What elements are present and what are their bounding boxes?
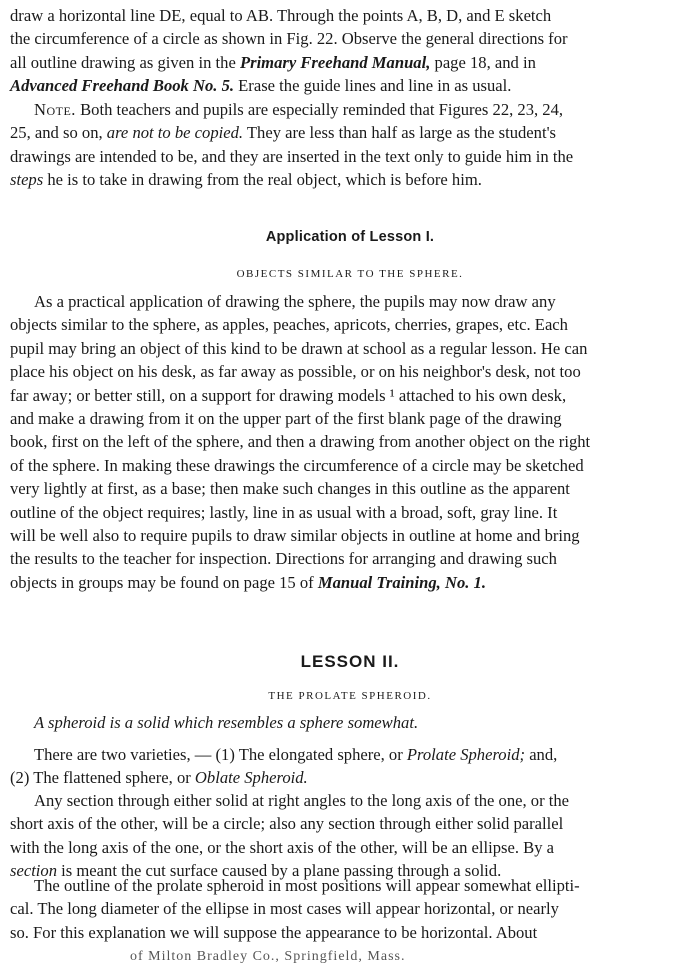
text-line: There are two varieties, — (1) The elongated sphere, or Prolate Spheroid; and, (34, 745, 558, 764)
text-line: 25, and so on, are not to be copied. They are less than half as large as the student's (10, 123, 557, 143)
note-paragraph (10, 98, 689, 192)
text-line: book, first on the left of the sphere, and then a drawing from another object on the right (10, 432, 591, 452)
text-line: far away; or better still, on a support for drawing models ¹ attached to his own desk, (10, 385, 567, 405)
lesson-definition (10, 711, 689, 734)
definition-line: A spheroid is a solid which resembles a sphere somewhat. (34, 713, 419, 732)
text-line: pupil may bring an object of this kind to be drawn at school as a regular lesson. He can (10, 338, 588, 358)
application-paragraph (10, 290, 689, 594)
text-line: with the long axis of the one, or the short axis of the other, will be an ellipse. By a (10, 837, 555, 857)
section-paragraph (10, 789, 689, 883)
intro-paragraph (10, 4, 689, 98)
outline-paragraph (10, 874, 689, 944)
text-line: section is meant the cut surface caused by a plane passing through a solid. (10, 861, 502, 881)
text-line: the results to the teacher for inspection. Directions for arranging and drawing such (10, 549, 557, 569)
text-line: Any section through either solid at right angles to the long axis of the one, or the (34, 791, 570, 810)
text-line: The outline of the prolate spheroid in most positions will appear somewhat ellipti- (34, 876, 580, 895)
text-line: so. For this explanation we will suppose the appearance to be horizontal. About (10, 922, 538, 942)
footnote-text: of Milton Bradley Co., Springfield, Mass. (130, 949, 406, 964)
text-line: As a practical application of drawing the sphere, the pupils may now draw any (34, 292, 556, 311)
text-line: objects in groups may be found on page 15 of Manual Training, No. 1. (10, 572, 486, 592)
text-line: the circumference of a circle as shown in Fig. 22. Observe the general directions for (10, 29, 568, 49)
text-line: cal. The long diameter of the ellipse in most cases will appear horizontal, or nearly (10, 899, 559, 919)
text-line: short axis of the other, will be a circle; also any section through either solid parallel (10, 814, 564, 834)
text-line: very lightly at first, as a base; then make such changes in this outline as the apparent (10, 479, 570, 499)
text-line: outline of the object requires; lastly, line in as usual with a broad, soft, gray line. It (10, 502, 558, 522)
varieties-paragraph (10, 743, 689, 790)
book-title: Advanced Freehand Book No. 5. (10, 76, 235, 96)
text-line: of the sphere. In making these drawings the circumference of a circle may be sketched (10, 455, 584, 475)
text-line: objects similar to the sphere, as apples, peaches, apricots, cherries, grapes, etc. Each (10, 315, 568, 335)
text-line: Note. Both teachers and pupils are especially reminded that Figures 22, 23, 24, (34, 100, 564, 119)
book-title: Primary Freehand Manual, (239, 52, 431, 72)
section-heading: Application of Lesson I. (265, 229, 435, 245)
text-line: steps he is to take in drawing from the real object, which is before him. (10, 170, 482, 190)
text-line: and make a drawing from it on the upper part of the first blank page of the drawing (10, 409, 562, 429)
lesson-title: LESSON II. (300, 652, 400, 671)
text-line: draw a horizontal line DE, equal to AB. Through the points A, B, D, and E sketch (10, 6, 552, 25)
text-line: will be well also to require pupils to draw similar objects in outline at home and bring (10, 526, 580, 546)
text-line: (2) The flattened sphere, or Oblate Spheroid. (10, 768, 308, 788)
text-line: Advanced Freehand Book No. 5. Erase the guide lines and line in as usual. (10, 76, 512, 96)
section-subheading: OBJECTS SIMILAR TO THE SPHERE. (236, 268, 464, 280)
book-title: Manual Training, No. 1. (317, 572, 486, 592)
text-line: drawings are intended to be, and they are inserted in the text only to guide him in the (10, 146, 574, 166)
text-line: place his object on his desk, as far away as possible, or on his neighbor's desk, not too (10, 362, 581, 382)
footnote-cutoff (130, 944, 550, 964)
text-line: all outline drawing as given in the Primary Freehand Manual, page 18, and in (10, 52, 536, 72)
note-label: Note. (34, 100, 76, 119)
lesson-subtitle: THE PROLATE SPHEROID. (268, 690, 432, 702)
